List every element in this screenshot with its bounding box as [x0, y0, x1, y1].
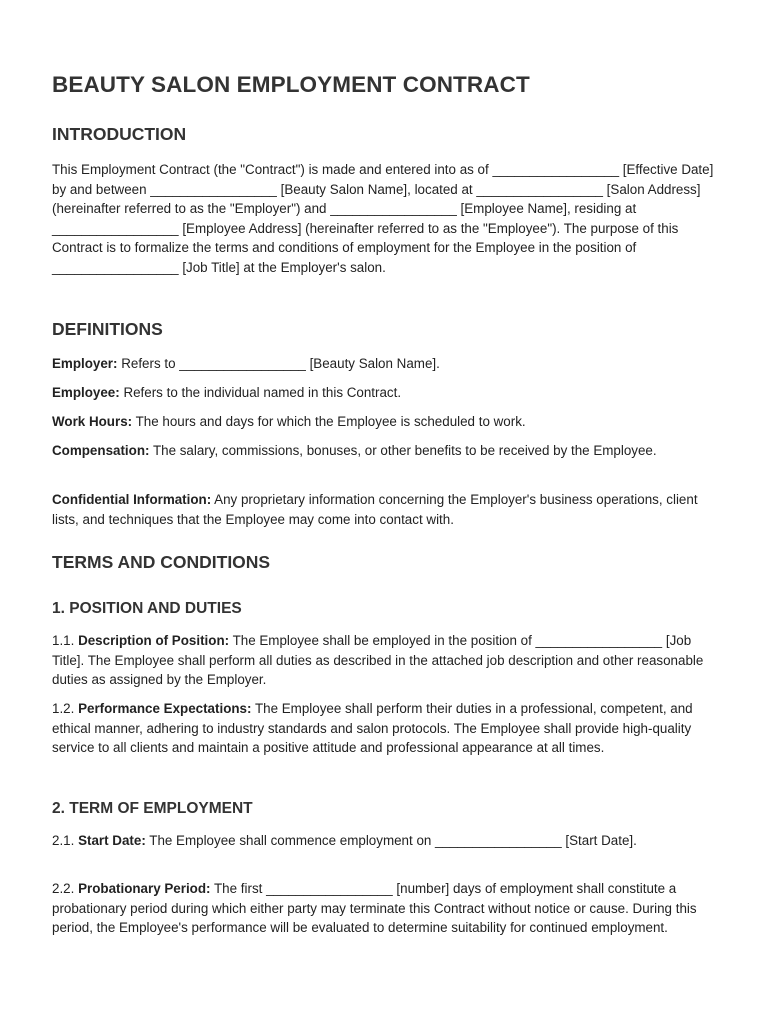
clause-text: The Employee shall perform their duties in a professional, competent, and ethical manner, adhering to industry standards and salon protocols. The Employee shall provide high-quality service to all clients and maintain a positive attitude and professional appearance at all times.: [52, 701, 693, 756]
definition-employee: [52, 383, 722, 403]
clause-text: The Employee shall be employed in the position of _________________ [Job Title]. The Employee shall perform all duties as described in the attached job description and other reasonable duties as assigned by the Employer.: [52, 633, 704, 688]
introduction-paragraph: This Employment Contract (the "Contract") is made and entered into as of _________________ [Effective Date] by and between _________________ [Beauty Salon Name], located at _________________ [Salon Address] (hereinafter referred to as the "Employer") and _________________ [Employee Name], residing at _________________ [Employee Address] (hereinafter referred to as the "Employee"). The purpose of this Contract is to formalize the terms and conditions of employment for the Employee in the position of _________________ [Job Title] at the Employer's salon.: [52, 162, 714, 275]
clause-2-2: [52, 879, 722, 938]
clause-term: Probationary Period:: [78, 881, 211, 896]
clause-1-2: [52, 699, 722, 758]
clause-text: The Employee shall commence employment on _________________ [Start Date].: [145, 833, 637, 848]
introduction-heading: INTRODUCTION: [52, 124, 187, 144]
definition-confidential-information: [52, 490, 722, 529]
clause-term: Description of Position:: [78, 633, 230, 648]
definition-text: The salary, commissions, bonuses, or other benefits to be received by the Employee.: [149, 443, 657, 458]
definition-term: Work Hours:: [52, 414, 133, 429]
definition-term: Compensation:: [52, 443, 150, 458]
definition-term: Confidential Information:: [52, 492, 212, 507]
clause-2-1: [52, 831, 722, 851]
definition-compensation: [52, 441, 722, 461]
section-1-heading: 1. POSITION AND DUTIES: [52, 600, 242, 617]
clause-number: 1.1.: [52, 633, 79, 648]
clause-1-1: [52, 631, 722, 690]
definition-text: Refers to the individual named in this Contract.: [119, 385, 402, 400]
clause-term: Start Date:: [78, 833, 146, 848]
definition-employer: [52, 354, 722, 374]
document-title: BEAUTY SALON EMPLOYMENT CONTRACT: [52, 72, 530, 97]
clause-number: 2.1.: [52, 833, 79, 848]
definition-text: Refers to _________________ [Beauty Salon Name].: [117, 356, 440, 371]
definitions-heading: DEFINITIONS: [52, 319, 163, 339]
clause-number: 1.2.: [52, 701, 79, 716]
clause-text: The first _________________ [number] days of employment shall constitute a probationary period during which either party may terminate this Contract without notice or cause. During this period, the Employee's performance will be evaluated to determine suitability for continued employment.: [52, 881, 697, 936]
clause-number: 2.2.: [52, 881, 79, 896]
section-2-heading: 2. TERM OF EMPLOYMENT: [52, 800, 253, 817]
definition-term: Employee:: [52, 385, 120, 400]
definition-work-hours: [52, 412, 722, 432]
definition-text: The hours and days for which the Employee is scheduled to work.: [132, 414, 526, 429]
terms-heading: TERMS AND CONDITIONS: [52, 552, 271, 572]
definition-term: Employer:: [52, 356, 118, 371]
clause-term: Performance Expectations:: [78, 701, 252, 716]
definition-text: Any proprietary information concerning the Employer's business operations, client lists, and techniques that the Employee may come into contact with.: [52, 492, 698, 527]
